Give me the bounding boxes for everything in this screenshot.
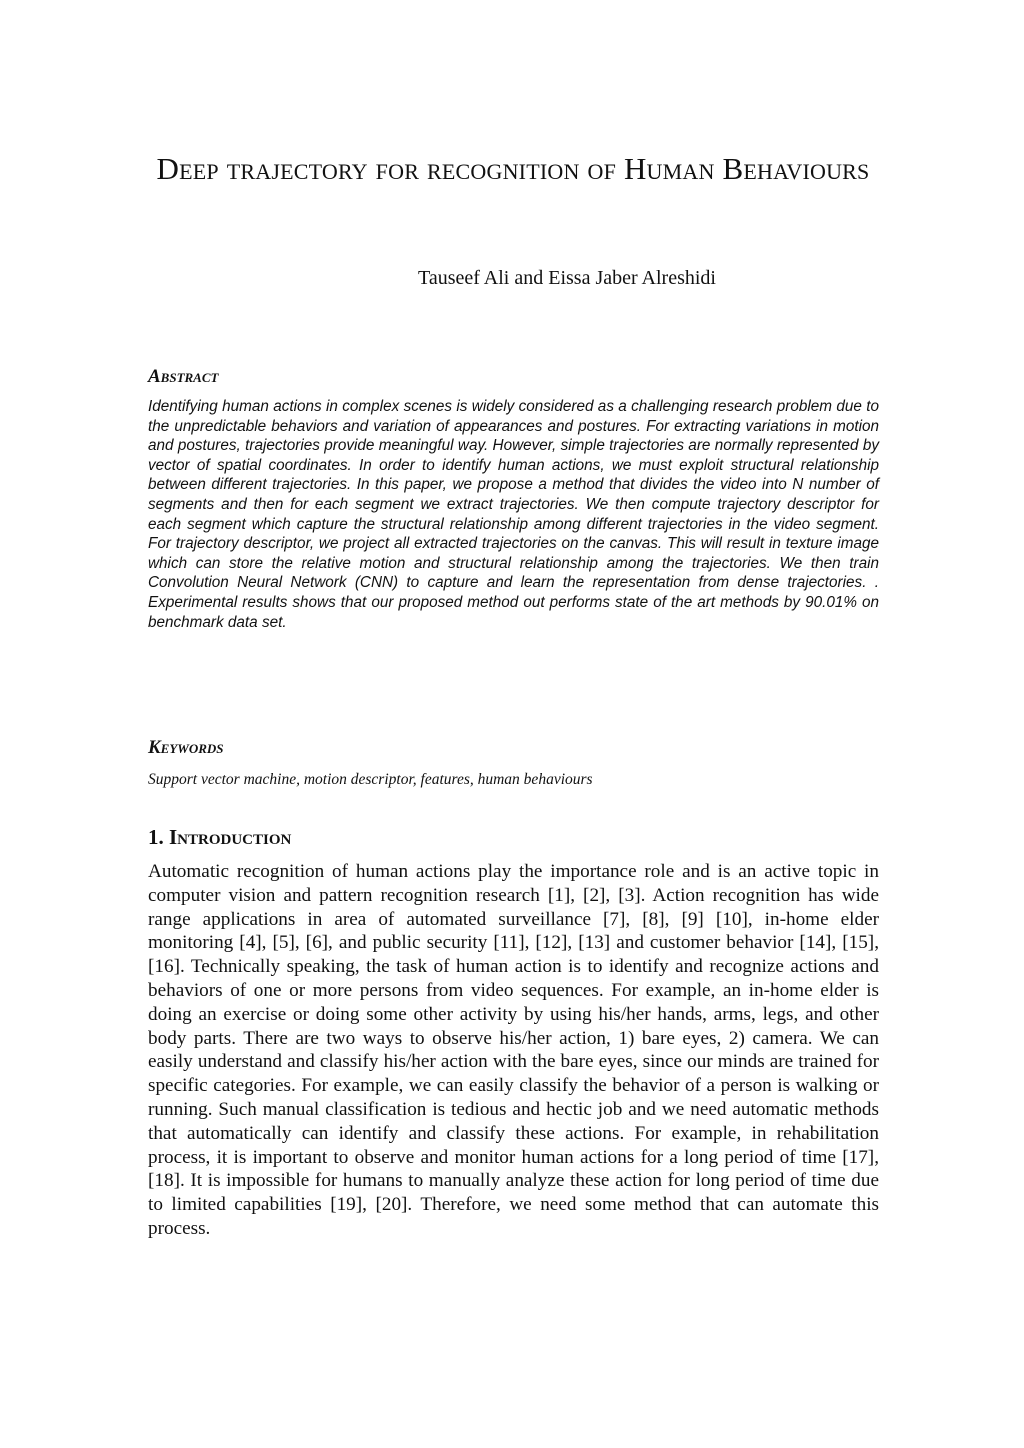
- abstract-text: Identifying human actions in complex scenes is widely considered as a challenging research problem due to the unpredictable behaviors and variation of appearances and postures. For extracting variations in motion and postures, trajectories provide meaningful way. However, simple trajectories are normally represented by vector of spatial coordinates. In order to identify human actions, we must exploit structural relationship between different trajectories. In this paper, we propose a method that divides the video into N number of segments and then for each segment we extract trajectories. We then compute trajectory descriptor for each segment which capture the structural relationship among different trajectories in the video segment. For trajectory descriptor, we project all extracted trajectories on the canvas. This will result in texture image which can store the relative motion and structural relationship among the trajectories. We then train Convolution Neural Network (CNN) to capture and learn the representation from dense trajectories. . Experimental results shows that our proposed method out performs state of the art methods by 90.01% on benchmark data set.: [148, 398, 879, 631]
- paper-title: Deep trajectory for recognition of Human Behaviours: [156, 151, 870, 186]
- keywords-text: Support vector machine, motion descriptor, features, human behaviours: [148, 771, 593, 788]
- paper-authors: Tauseef Ali and Eissa Jaber Alreshidi: [418, 267, 716, 289]
- keywords-heading: Keywords: [148, 737, 224, 758]
- introduction-heading: 1. Introduction: [148, 825, 292, 849]
- abstract-heading: Abstract: [148, 366, 219, 387]
- introduction-text: Automatic recognition of human actions play the importance role and is an active topic in computer vision and pattern recognition research [1], [2], [3]. Action recognition has wide range applications in area of automated surveillance [7], [8], [9] [10], in-home elder monitoring [4], [5], [6], and public security [11], [12], [13] and customer behavior [14], [15], [16]. Technically speaking, the task of human action is to identify and recognize actions and behaviors of one or more persons from video sequences. For example, an in-home elder is doing an exercise or doing some other activity by using his/her hands, arms, legs, and other body parts. There are two ways to observe his/her action, 1) bare eyes, 2) camera. We can easily understand and classify his/her action with the bare eyes, since our minds are trained for specific categories. For example, we can easily classify the behavior of a person is walking or running. Such manual classification is tedious and hectic job and we need automatic methods that automatically can identify and classify these actions. For example, in rehabilitation process, it is important to observe and monitor human actions for a long period of time [17], [18]. It is impossible for humans to manually analyze these action for long period of time due to limited capabilities [19], [20]. Therefore, we need some method that can automate this process.: [148, 861, 879, 1239]
